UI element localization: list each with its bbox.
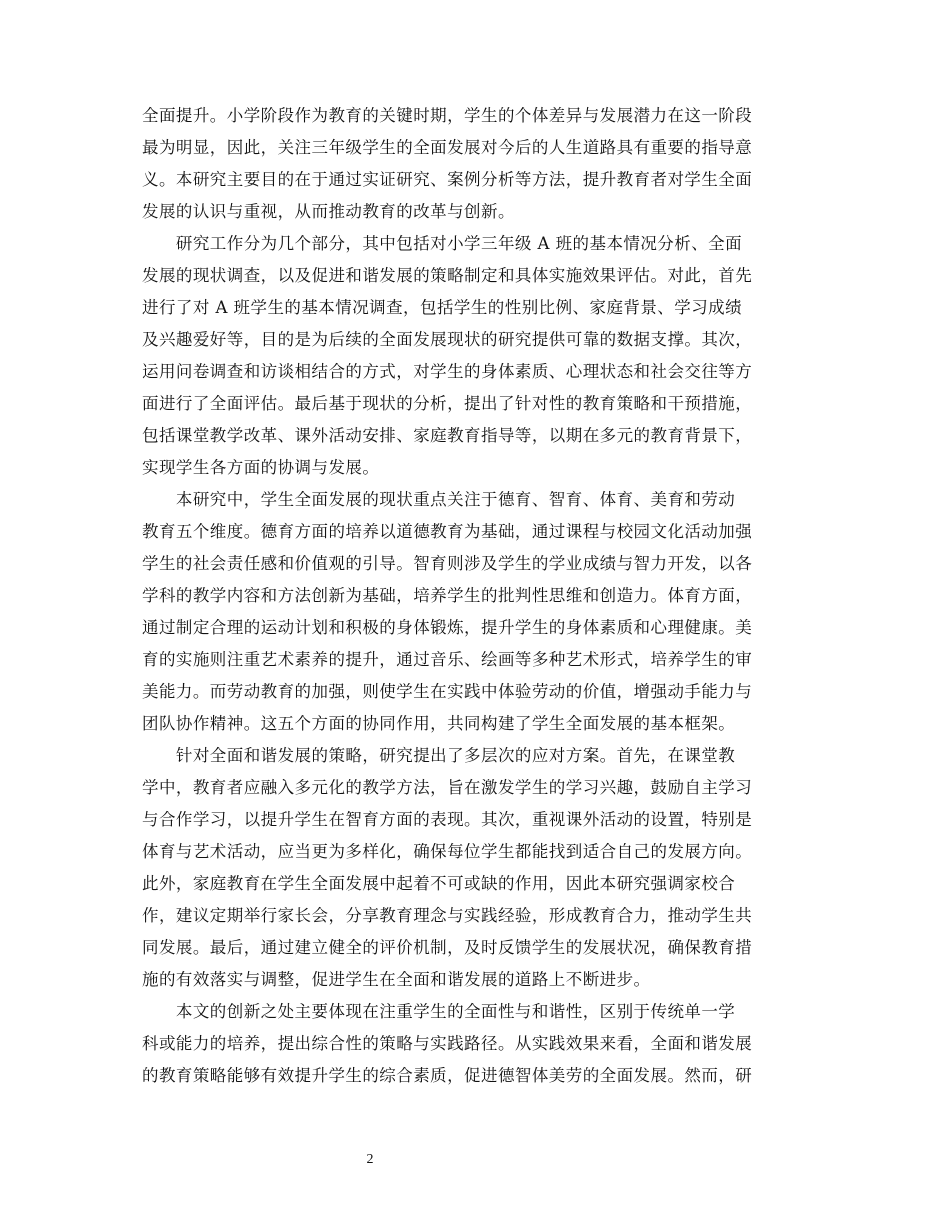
text-line: 本文的创新之处主要体现在注重学生的全面性与和谐性，区别于传统单一学	[142, 1002, 736, 1021]
text-line: 针对全面和谐发展的策略，研究提出了多层次的应对方案。首先，在课堂教	[142, 746, 736, 765]
text-line: 美能力。而劳动教育的加强，则使学生在实践中体验劳动的价值，增强动手能力与	[142, 682, 753, 701]
text-line: 同发展。最后，通过建立健全的评价机制，及时反馈学生的发展状况，确保教育措	[142, 938, 753, 957]
text-line: 施的有效落实与调整，促进学生在全面和谐发展的道路上不断进步。	[142, 970, 651, 989]
text-line: 面进行了全面评估。最后基于现状的分析，提出了针对性的教育策略和干预措施，	[142, 394, 753, 413]
text-line: 与合作学习，以提升学生在智育方面的表现。其次，重视课外活动的设置，特别是	[142, 810, 753, 829]
text-line: 发展的现状调查，以及促进和谐发展的策略制定和具体实施效果评估。对此，首先	[142, 266, 753, 285]
text-line: 包括课堂教学改革、课外活动安排、家庭教育指导等，以期在多元的教育背景下，	[142, 426, 753, 445]
text-line: 的教育策略能够有效提升学生的综合素质，促进德智体美劳的全面发展。然而，研	[142, 1066, 753, 1085]
text-line: 育的实施则注重艺术素养的提升，通过音乐、绘画等多种艺术形式，培养学生的审	[142, 650, 753, 669]
body-text	[142, 100, 810, 1092]
text-line: 科或能力的培养，提出综合性的策略与实践路径。从实践效果来看，全面和谐发展	[142, 1034, 753, 1053]
text-line: 运用问卷调查和访谈相结合的方式，对学生的身体素质、心理状态和社会交往等方	[142, 362, 753, 381]
text-line: 发展的认识与重视，从而推动教育的改革与创新。	[142, 202, 515, 221]
page-number: 2	[366, 1152, 374, 1167]
text-line: 进行了对 A 班学生的基本情况调查，包括学生的性别比例、家庭背景、学习成绩	[142, 298, 743, 317]
text-line: 义。本研究主要目的在于通过实证研究、案例分析等方法，提升教育者对学生全面	[142, 170, 753, 189]
text-line: 此外，家庭教育在学生全面发展中起着不可或缺的作用，因此本研究强调家校合	[142, 874, 736, 893]
text-line: 学中，教育者应融入多元化的教学方法，旨在激发学生的学习兴趣，鼓励自主学习	[142, 778, 753, 797]
text-line: 通过制定合理的运动计划和积极的身体锻炼，提升学生的身体素质和心理健康。美	[142, 618, 753, 637]
text-line: 全面提升。小学阶段作为教育的关键时期，学生的个体差异与发展潜力在这一阶段	[142, 106, 753, 125]
text-line: 学生的社会责任感和价值观的引导。智育则涉及学生的学业成绩与智力开发，以各	[142, 554, 753, 573]
text-line: 实现学生各方面的协调与发展。	[142, 458, 380, 477]
text-line: 学科的教学内容和方法创新为基础，培养学生的批判性思维和创造力。体育方面，	[142, 586, 753, 605]
text-line: 作，建议定期举行家长会，分享教育理念与实践经验，形成教育合力，推动学生共	[142, 906, 753, 925]
text-line: 及兴趣爱好等，目的是为后续的全面发展现状的研究提供可靠的数据支撑。其次，	[142, 330, 753, 349]
text-line: 体育与艺术活动，应当更为多样化，确保每位学生都能找到适合自己的发展方向。	[142, 842, 753, 861]
text-line: 本研究中，学生全面发展的现状重点关注于德育、智育、体育、美育和劳动	[142, 490, 736, 509]
text-line: 教育五个维度。德育方面的培养以道德教育为基础，通过课程与校园文化活动加强	[142, 522, 753, 541]
text-line: 最为明显，因此，关注三年级学生的全面发展对今后的人生道路具有重要的指导意	[142, 138, 753, 157]
text-line: 团队协作精神。这五个方面的协同作用，共同构建了学生全面发展的基本框架。	[142, 714, 736, 733]
text-line: 研究工作分为几个部分，其中包括对小学三年级 A 班的基本情况分析、全面	[142, 234, 743, 253]
